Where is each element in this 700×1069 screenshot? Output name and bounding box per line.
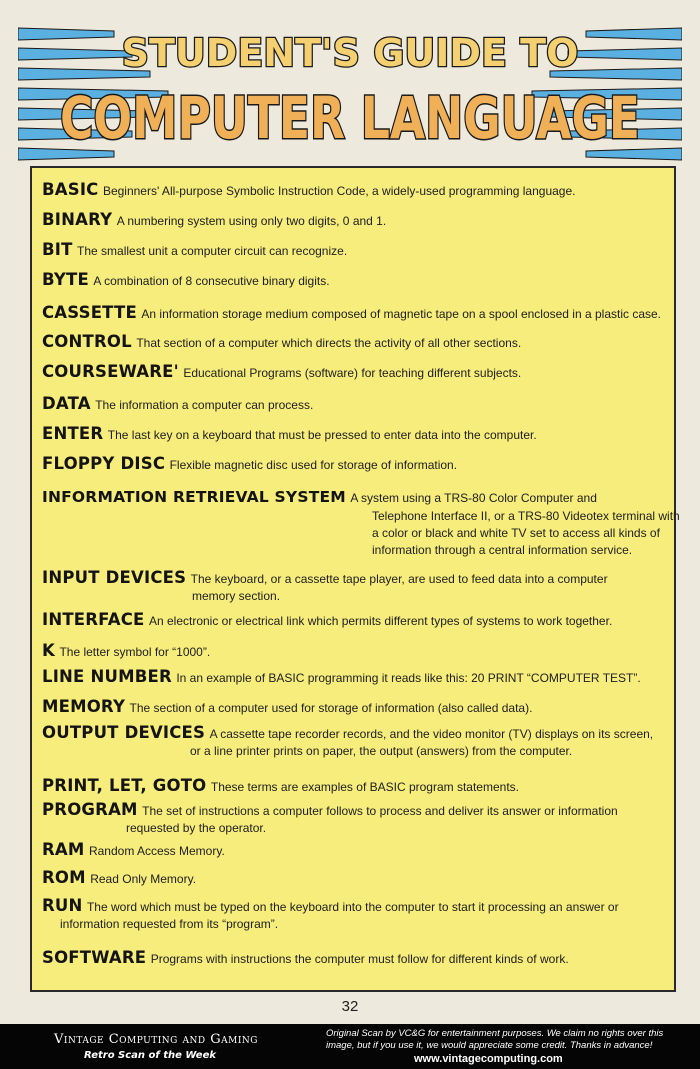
entry-definition-continued: a color or black and white TV set to access all kinds of	[372, 526, 660, 540]
entry-term: BYTE	[42, 270, 89, 289]
entry-term: INFORMATION RETRIEVAL SYSTEM	[42, 488, 346, 506]
entry-term: PRINT, LET, GOTO	[42, 776, 207, 795]
glossary-panel	[30, 166, 680, 992]
footer-brand: Vintage Computing and Gaming	[54, 1032, 258, 1047]
entry-term: OUTPUT DEVICES	[42, 723, 206, 742]
entry-term: LINE NUMBER	[42, 667, 172, 686]
entry-term: BIT	[42, 240, 73, 259]
entry-definition-continued: requested by the operator.	[126, 821, 267, 835]
page-header	[18, 4, 682, 174]
entry-definition: Programs with instructions the computer must follow for different kinds of work.	[150, 952, 569, 966]
page-number: 32	[341, 998, 359, 1015]
entry-first-line	[42, 697, 532, 717]
entry-first-line	[42, 896, 619, 916]
entry-first-line	[42, 568, 608, 588]
entry-definition: Flexible magnetic disc used for storage of information.	[169, 458, 458, 472]
entry-term: PROGRAM	[42, 800, 138, 819]
entry-definition: The information a computer can process.	[95, 398, 314, 412]
entry-term: INPUT DEVICES	[42, 568, 187, 587]
entry-first-line	[42, 800, 618, 820]
entry-definition: An information storage medium composed of magnetic tape on a spool enclosed in a plastic case.	[141, 307, 662, 321]
entry-first-line	[42, 394, 313, 414]
entry-term: FLOPPY DISC	[42, 454, 166, 473]
entry-definition: Random Access Memory.	[88, 844, 225, 858]
entry-definition: A system using a TRS-80 Color Computer and	[350, 491, 597, 505]
entry-first-line	[42, 362, 521, 382]
entry-definition: The keyboard, or a cassette tape player, are used to feed data into a computer	[190, 572, 608, 586]
entry-definition: A cassette tape recorder records, and the video monitor (TV) displays on its screen,	[209, 727, 654, 741]
entry-first-line	[42, 180, 575, 200]
entry-first-line	[42, 332, 521, 352]
footer-bar	[0, 1024, 700, 1069]
entry-first-line	[42, 641, 210, 661]
entry-first-line	[42, 454, 457, 474]
footer-disclaimer: Original Scan by VC&G for entertainment purposes. We claim no rights over this image, but if you use it, we would appreciate some credit. Thanks in advance!	[326, 1028, 664, 1051]
footer-url-link[interactable]: www.vintagecomputing.com	[414, 1053, 563, 1065]
entry-term: SOFTWARE	[42, 948, 147, 967]
entry-first-line	[42, 776, 519, 796]
entry-first-line	[42, 667, 641, 687]
entry-first-line	[42, 610, 612, 630]
entry-first-line	[42, 840, 225, 860]
entry-term: BINARY	[42, 210, 113, 229]
speed-stripe	[586, 28, 682, 40]
entry-term: COURSEWARE'	[42, 362, 179, 381]
entry-definition: The word which must be typed on the keyboard into the computer to start it processing an answer or	[86, 900, 619, 914]
entry-first-line	[42, 240, 347, 260]
entry-term: CASSETTE	[42, 303, 137, 322]
entry-definition: Educational Programs (software) for teaching different subjects.	[183, 366, 522, 380]
entry-term: RAM	[42, 840, 85, 859]
title-line-2: COMPUTER LANGUAGE	[60, 84, 640, 152]
title-line-1: STUDENT'S GUIDE TO	[121, 31, 579, 75]
entry-definition-continued: memory section.	[192, 589, 281, 603]
entry-first-line	[42, 948, 569, 968]
entry-term: MEMORY	[42, 697, 126, 716]
entry-first-line	[42, 424, 537, 444]
entry-definition: A numbering system using only two digits, 0 and 1.	[116, 214, 387, 228]
entry-definition: The last key on a keyboard that must be pressed to enter data into the computer.	[107, 428, 537, 442]
footer-subtitle: Retro Scan of the Week	[84, 1050, 216, 1061]
entry-definition: The letter symbol for “1000”.	[59, 645, 211, 659]
entry-first-line	[42, 723, 653, 743]
entry-definition-continued: information through a central information service.	[372, 543, 633, 557]
entry-definition: Beginners' All-purpose Symbolic Instruction Code, a widely-used programming language.	[102, 184, 576, 198]
entry-term: BASIC	[42, 180, 99, 199]
entry-first-line	[42, 868, 196, 888]
entry-definition: A combination of 8 consecutive binary digits.	[93, 274, 330, 288]
entry-term: RUN	[42, 896, 83, 915]
entry-definition-continued: or a line printer prints on paper, the output (answers) from the computer.	[190, 744, 573, 758]
entry-term: CONTROL	[42, 332, 132, 351]
entry-definition-continued: information requested from its “program”.	[60, 917, 279, 931]
entry-definition: In an example of BASIC programming it reads like this: 20 PRINT “COMPUTER TEST”.	[176, 671, 641, 685]
entry-term: DATA	[42, 394, 91, 413]
entry-definition: The smallest unit a computer circuit can recognize.	[77, 244, 348, 258]
speed-stripe	[18, 28, 114, 40]
entry-first-line	[42, 488, 597, 507]
entry-term: K	[42, 641, 55, 660]
speed-stripe	[568, 48, 682, 60]
entry-definition: The section of a computer used for storage of information (also called data).	[129, 701, 533, 715]
entry-definition: The set of instructions a computer follows to process and deliver its answer or information	[142, 804, 618, 818]
entry-definition: Read Only Memory.	[90, 872, 197, 886]
entry-term: ENTER	[42, 424, 104, 443]
title-banner	[18, 4, 682, 174]
entry-first-line	[42, 210, 386, 230]
entry-term: INTERFACE	[42, 610, 145, 629]
entry-first-line	[42, 270, 330, 290]
entry-definition: These terms are examples of BASIC program statements.	[210, 780, 519, 794]
entry-term: ROM	[42, 868, 86, 887]
entry-definition: That section of a computer which directs the activity of all other sections.	[136, 336, 522, 350]
entry-definition: An electronic or electrical link which permits different types of systems to work together.	[148, 614, 613, 628]
entry-definition-continued: Telephone Interface II, or a TRS-80 Videotex terminal with	[372, 509, 680, 523]
entry-first-line	[42, 303, 661, 323]
speed-stripe	[18, 48, 132, 60]
